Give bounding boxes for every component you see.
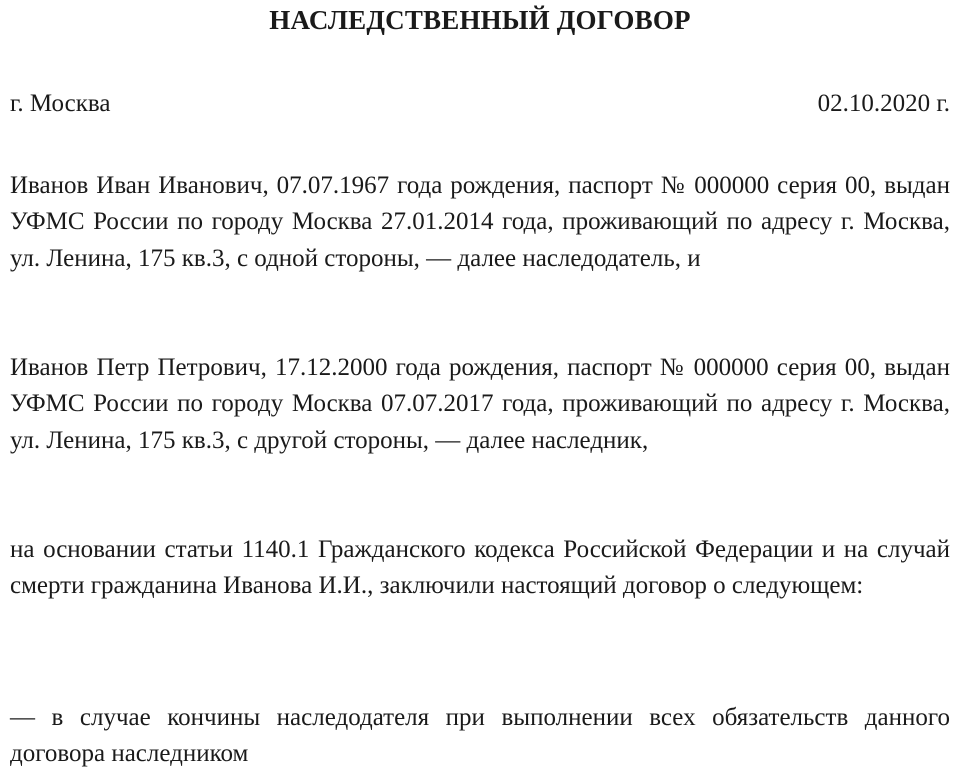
contract-place: г. Москва — [10, 90, 111, 117]
place-date-line — [10, 86, 950, 122]
contract-date: 02.10.2020 г. — [817, 90, 950, 117]
paragraph-testator: Иванов Иван Иванович, 07.07.1967 года рождения, паспорт № 000000 серия 00, выдан УФМС России по городу Москва 27.01.2014 года, проживающий по адресу г. Москва, ул. Ленина, 175 кв.3, с одной стороны, — далее наследодатель, и — [10, 172, 950, 272]
paragraph-basis: на основании статьи 1140.1 Гражданского кодекса Российской Федерации и на случай смерти гражданина Иванова И.И., заключили настоящий договор о следующем: — [10, 536, 950, 600]
document-title: НАСЛЕДСТВЕННЫЙ ДОГОВОР — [269, 5, 691, 35]
paragraph-heir: Иванов Петр Петрович, 17.12.2000 года рождения, паспорт № 000000 серия 00, выдан УФМС России по городу Москва 07.07.2017 года, проживающий по адресу г. Москва, ул. Ленина, 175 кв.3, с другой стороны, — далее наследник, — [10, 354, 950, 454]
paragraph-condition: — в случае кончины наследодателя при выполнении всех обязательств данного договора наследником — [10, 704, 950, 768]
